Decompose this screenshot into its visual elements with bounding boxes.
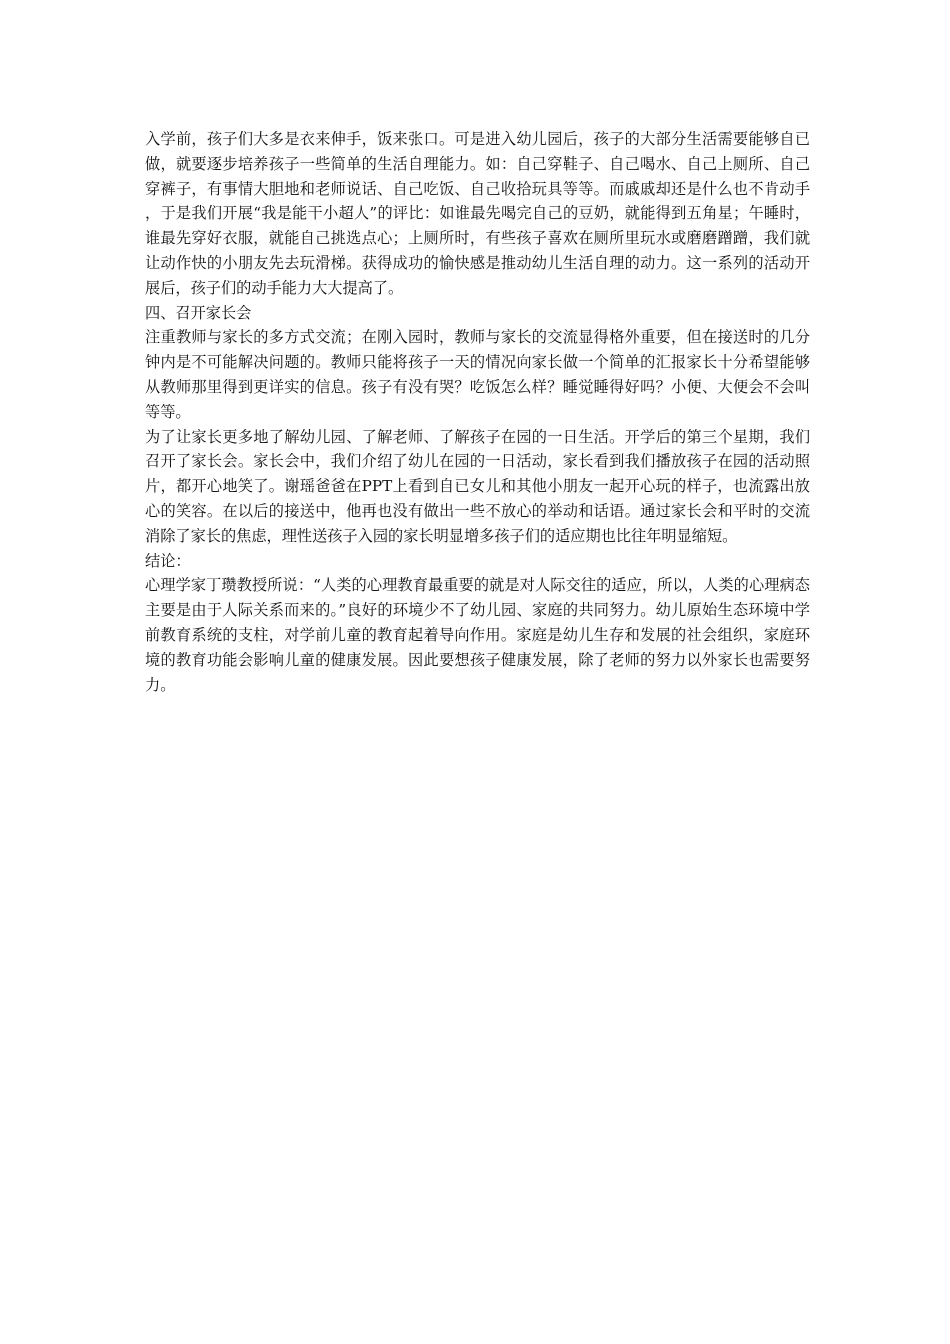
paragraph-teacher-parent-communication: 注重教师与家长的多方式交流；在刚入园时，教师与家长的交流显得格外重要，但在接送时的几分钟内是不可能解决问题的。教师只能将孩子一天的情况向家长做一个简单的汇报家长十分希望能够从教师那里得到更详实的信息。孩子有没有哭？吃饭怎么样？睡觉睡得好吗？小便、大便会不会叫等等。 [145,328,810,421]
conclusion-heading: 结论： [145,551,191,570]
paragraph-parent-meeting: 为了让家长更多地了解幼儿园、了解老师、了解孩子在园的一日生活。开学后的第三个星期，我们召开了家长会。家长会中，我们介绍了幼儿在园的一日活动，家长看到我们播放孩子在园的活动照片，都开心地笑了。谢瑶爸爸在PPT上看到自已女儿和其他小朋友一起开心玩的样子，也流露出放心的笑容。在以后的接送中，他再也没有做出一些不放心的举动和话语。通过家长会和平时的交流消除了家长的焦虑，理性送孩子入园的家长明显增多孩子们的适应期也比往年明显缩短。 [145,427,810,545]
paragraph-conclusion: 心理学家丁瓒教授所说：“人类的心理教育最重要的就是对人际交往的适应，所以，人类的心理病态主要是由于人际关系而来的。”良好的环境少不了幼儿园、家庭的共同努力。幼儿原始生态环境中学前教育系统的支柱，对学前儿童的教育起着导向作用。家庭是幼儿生存和发展的社会组织，家庭环境的教育功能会影响儿童的健康发展。因此要想孩子健康发展，除了老师的努力以外家长也需要努力。 [145,576,810,694]
paragraph-self-care: 入学前，孩子们大多是衣来伸手，饭来张口。可是进入幼儿园后，孩子的大部分生活需要能够自已做，就要逐步培养孩子一些简单的生活自理能力。如：自己穿鞋子、自己喝水、自己上厕所、自己穿裤子，有事情大胆地和老师说话、自己吃饭、自己收拾玩具等等。而戚戚却还是什么也不肯动手，于是我们开展“我是能干小超人”的评比：如谁最先喝完自己的豆奶，就能得到五角星；午睡时，谁最先穿好衣服，就能自己挑选点心；上厕所时，有些孩子喜欢在厕所里玩水或磨磨蹭蹭，我们就让动作快的小朋友先去玩滑梯。获得成功的愉快感是推动幼儿生活自理的动力。这一系列的活动开展后，孩子们的动手能力大大提高了。 [145,130,810,297]
section-heading-parent-meeting: 四、召开家长会 [145,303,252,322]
document-body [145,127,810,697]
